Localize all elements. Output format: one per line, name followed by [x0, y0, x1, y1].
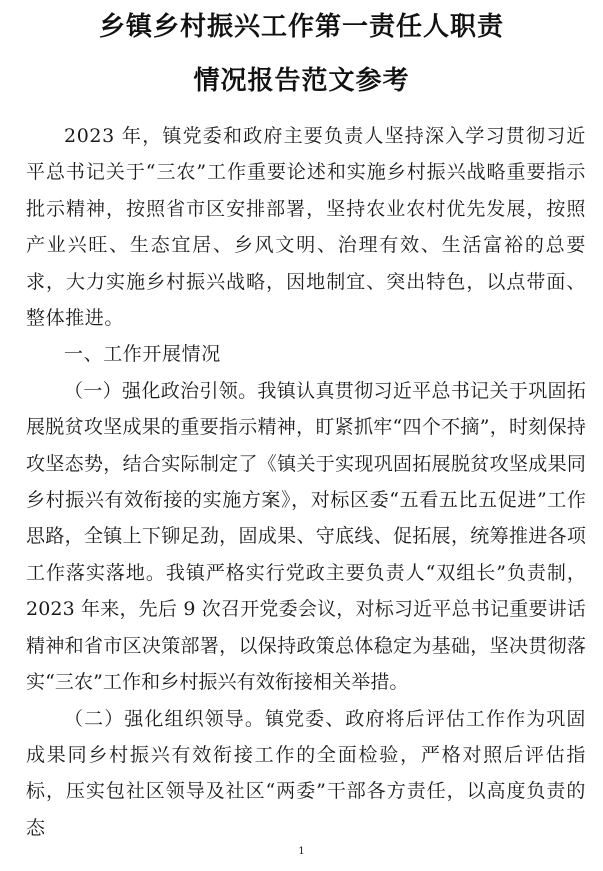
intro-paragraph: 2023 年，镇党委和政府主要负责人坚持深入学习贯彻习近平总书记关于“三农”工作重要论述和实施乡村振兴战略重要指示批示精神，按照省市区安排部署，坚持农业农村优先发展，按照产业兴旺、生态宜居、乡风文明、治理有效、生活富裕的总要求，大力实施乡村振兴战略，因地制宜、突出特色，以点带面、整体推进。: [26, 125, 586, 330]
subsection-paragraph-2: （二）强化组织领导。镇党委、政府将后评估工作作为巩固成果同乡村振兴有效衔接工作的全面检验，严格对照后评估指标，压实包社区领导及社区“两委”干部各方责任，以高度负责的态: [26, 707, 586, 839]
document-title-line-2: 情况报告范文参考: [193, 66, 410, 96]
document-title-line-1: 乡镇乡村振兴工作第一责任人职责: [98, 12, 504, 42]
document-body: [26, 118, 586, 846]
section-heading: 一、工作开展情况: [64, 343, 221, 366]
page-number: 1: [298, 846, 305, 857]
subsection-paragraph-1: （一）强化政治引领。我镇认真贯彻习近平总书记关于巩固拓展脱贫攻坚成果的重要指示精神，盯紧抓牢“四个不摘”，时刻保持攻坚态势，结合实际制定了《镇关于实现巩固拓展脱贫攻坚成果同乡村振兴有效衔接的实施方案》，对标区委“五看五比五促进”工作思路，全镇上下铆足劲，固成果、守底线、促拓展，统筹推进各项工作落实落地。我镇严格实行党政主要负责人“双组长”负责制，2023 年来，先后 9 次召开党委会议，对标习近平总书记重要讲话精神和省市区决策部署，以保持政策总体稳定为基础，坚决贯彻落实“三农”工作和乡村振兴有效衔接相关举措。: [26, 379, 586, 694]
